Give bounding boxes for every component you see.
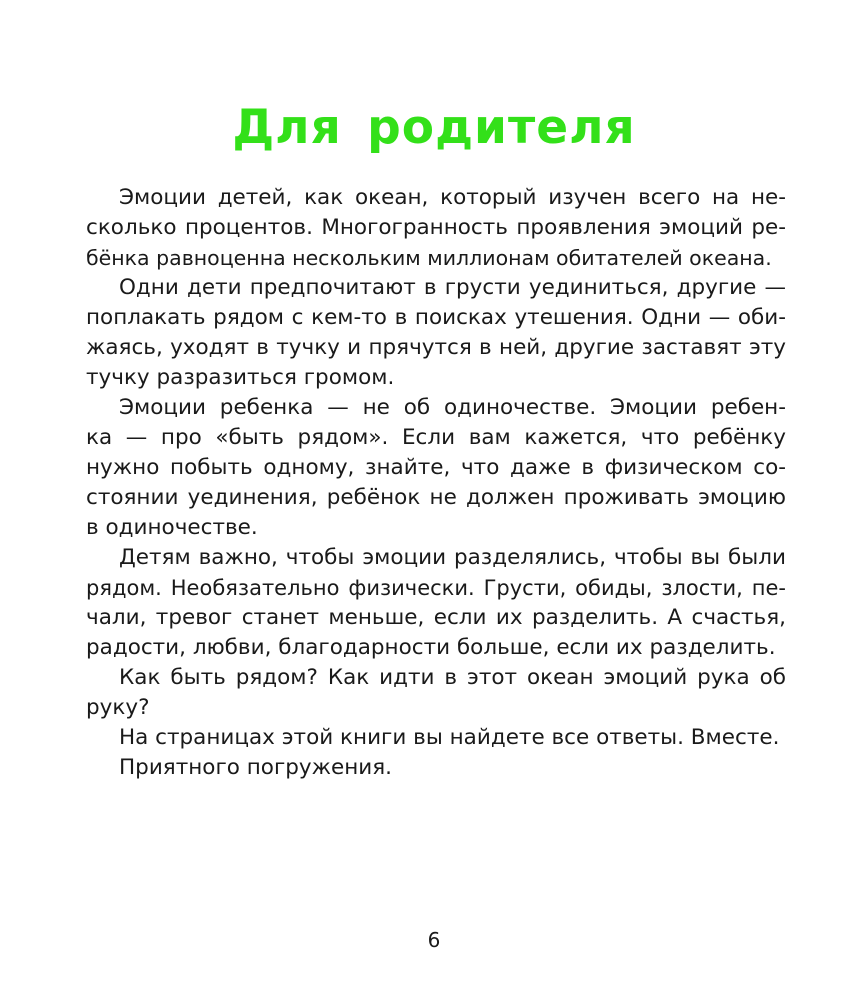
text-line: сколько процентов. Многогранность проявления эмоций ре- [86,215,786,240]
text-line: Как быть рядом? Как идти в этот океан эмоций рука об [119,665,786,690]
text-line: радости, любви, благодарности больше, если их разделить. [86,635,776,660]
text-line: рядом. Необязательно физически. Грусти, обиды, злости, пе- [86,576,786,600]
text-line: Приятного погружения. [119,755,393,780]
page-title: Для родителя [232,100,636,155]
text-line: ка — про «быть рядом». Если вам кажется, что ребёнку [86,425,786,450]
text-line: в одиночестве. [86,515,258,540]
text-line: тучку разразиться громом. [86,365,395,390]
text-line: поплакать рядом с кем-то в поисках утешения. Одни — оби- [86,305,786,330]
text-line: жаясь, уходят в тучку и прячутся в ней, другие заставят эту [86,335,786,360]
text-line: Детям важно, чтобы эмоции разделялись, чтобы вы были [119,545,786,570]
text-line: бёнка равноценна нескольким миллионам обитателей океана. [86,246,772,270]
page-number: 6 [427,928,441,952]
text-line: На страницах этой книги вы найдете все ответы. Вместе. [119,725,780,750]
body-text [86,183,786,783]
text-line: Эмоции ребенка — не об одиночестве. Эмоции ребен- [119,395,786,420]
text-line: Одни дети предпочитают в грусти уединиться, другие — [119,275,786,300]
text-line: нужно побыть одному, знайте, что даже в физическом со- [86,455,786,480]
text-line: Эмоции детей, как океан, который изучен всего на не- [119,185,786,210]
text-line: чали, тревог станет меньше, если их разделить. А счастья, [86,605,786,630]
text-line: руку? [86,695,150,720]
text-line: стоянии уединения, ребёнок не должен проживать эмоцию [86,485,786,510]
